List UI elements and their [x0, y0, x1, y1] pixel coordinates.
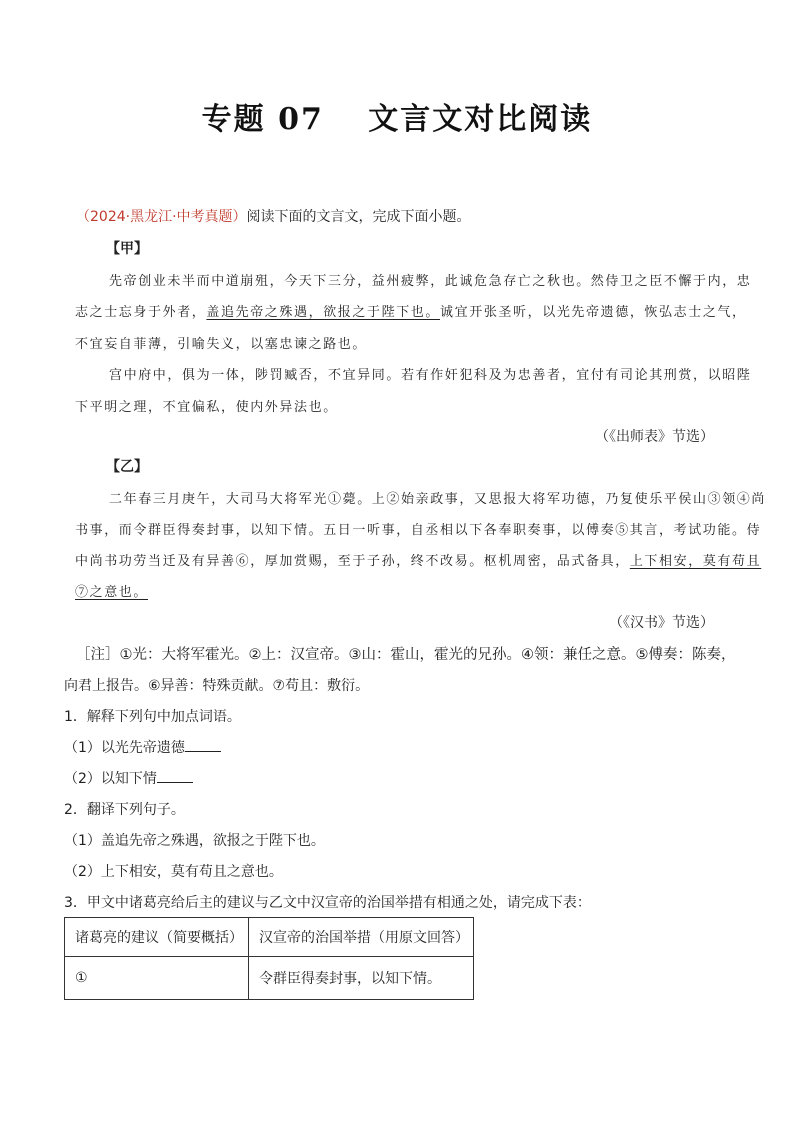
question-1-1: （1）以光先帝遗德	[64, 737, 221, 757]
answer-blank[interactable]	[157, 770, 193, 783]
question-2-1: （1）盖追先帝之殊遇，欲报之于陛下也。	[64, 833, 325, 849]
answer-table	[64, 917, 474, 1000]
jia-line-4: 宫中府中，俱为一体，陟罚臧否，不宜异同。若有作奸犯科及为忠善者，宜付有司论其刑赏，以昭陛	[109, 368, 752, 383]
notes-line-2: 向君上报告。⑥异善：特殊贡献。⑦苟且：敷衍。	[64, 678, 370, 694]
section-jia-label: 【甲】	[106, 241, 148, 257]
jia-line-5: 下平明之理，不宜偏私，使内外异法也。	[75, 400, 338, 415]
jia-line-1: 先帝创业未半而中道崩殂，今天下三分，益州疲弊，此诚危急存亡之秋也。然侍卫之臣不懈于内，忠	[109, 274, 752, 289]
yi-line-2: 书事，而令群臣得奏封事，以知下情。五日一听事，自丞相以下各奉职奏事，以傅奏⑤其言，考试功能。侍	[75, 523, 762, 538]
table-header-row	[65, 918, 474, 957]
jia-line-2: 志之士忘身于外者，盖追先帝之殊遇，欲报之于陛下也。诚宜开张圣听，以光先帝遗德，恢弘志士之气，	[75, 305, 747, 320]
jia-line-3: 不宜妄自菲薄，引喻失义，以塞忠谏之路也。	[75, 337, 368, 352]
jia-source: （《出师表》节选）	[595, 429, 714, 445]
table-answer-cell[interactable]: ①	[65, 957, 249, 1000]
question-2-2: （2）上下相安，莫有苟且之意也。	[64, 864, 283, 880]
yi-underlined-part-a: 上下相安，莫有苟且	[629, 554, 762, 569]
table-row	[65, 957, 474, 1000]
notes-line-1: ［注］①光：大将军霍光。②上：汉宣帝。③山：霍山，霍光的兄孙。④领：兼任之意。⑤傅奏：陈奏，	[76, 647, 736, 663]
intro-line	[76, 206, 471, 226]
table-cell: 令群臣得奏封事，以知下情。	[249, 957, 474, 1000]
table-header-cell: 诸葛亮的建议（简要概括）	[65, 918, 249, 957]
answer-blank[interactable]	[185, 739, 221, 752]
section-yi-label: 【乙】	[106, 459, 148, 475]
question-2: 2．翻译下列句子。	[64, 802, 185, 818]
question-1: 1．解释下列句中加点词语。	[64, 709, 241, 725]
intro-text: 阅读下面的文言文，完成下面小题。	[246, 209, 471, 225]
table-header-cell: 汉宣帝的治国举措（用原文回答）	[249, 918, 474, 957]
yi-line-4: ⑦之意也。	[75, 585, 149, 600]
page-title: 专题 07 文言文对比阅读	[201, 102, 593, 137]
question-1-2: （2）以知下情	[64, 768, 193, 788]
yi-source: （《汉书》节选）	[609, 615, 714, 631]
jia-underlined-sentence: 盖追先帝之殊遇，欲报之于陛下也。	[206, 305, 441, 320]
yi-line-1: 二年春三月庚午，大司马大将军光①薨。上②始亲政事，又思报大将军功德，乃复使乐平侯山③领④尚	[109, 492, 767, 507]
question-3: 3．甲文中诸葛亮给后主的建议与乙文中汉宣帝的治国举措有相通之处，请完成下表：	[64, 895, 591, 911]
source-tag[interactable]: （2024·黑龙江·中考真题）	[76, 209, 247, 225]
yi-line-3: 中尚书功劳当迁及有异善⑥，厚加赏赐，至于子孙，终不改易。枢机周密，品式备具，上下相安，莫有苟且	[75, 554, 762, 569]
